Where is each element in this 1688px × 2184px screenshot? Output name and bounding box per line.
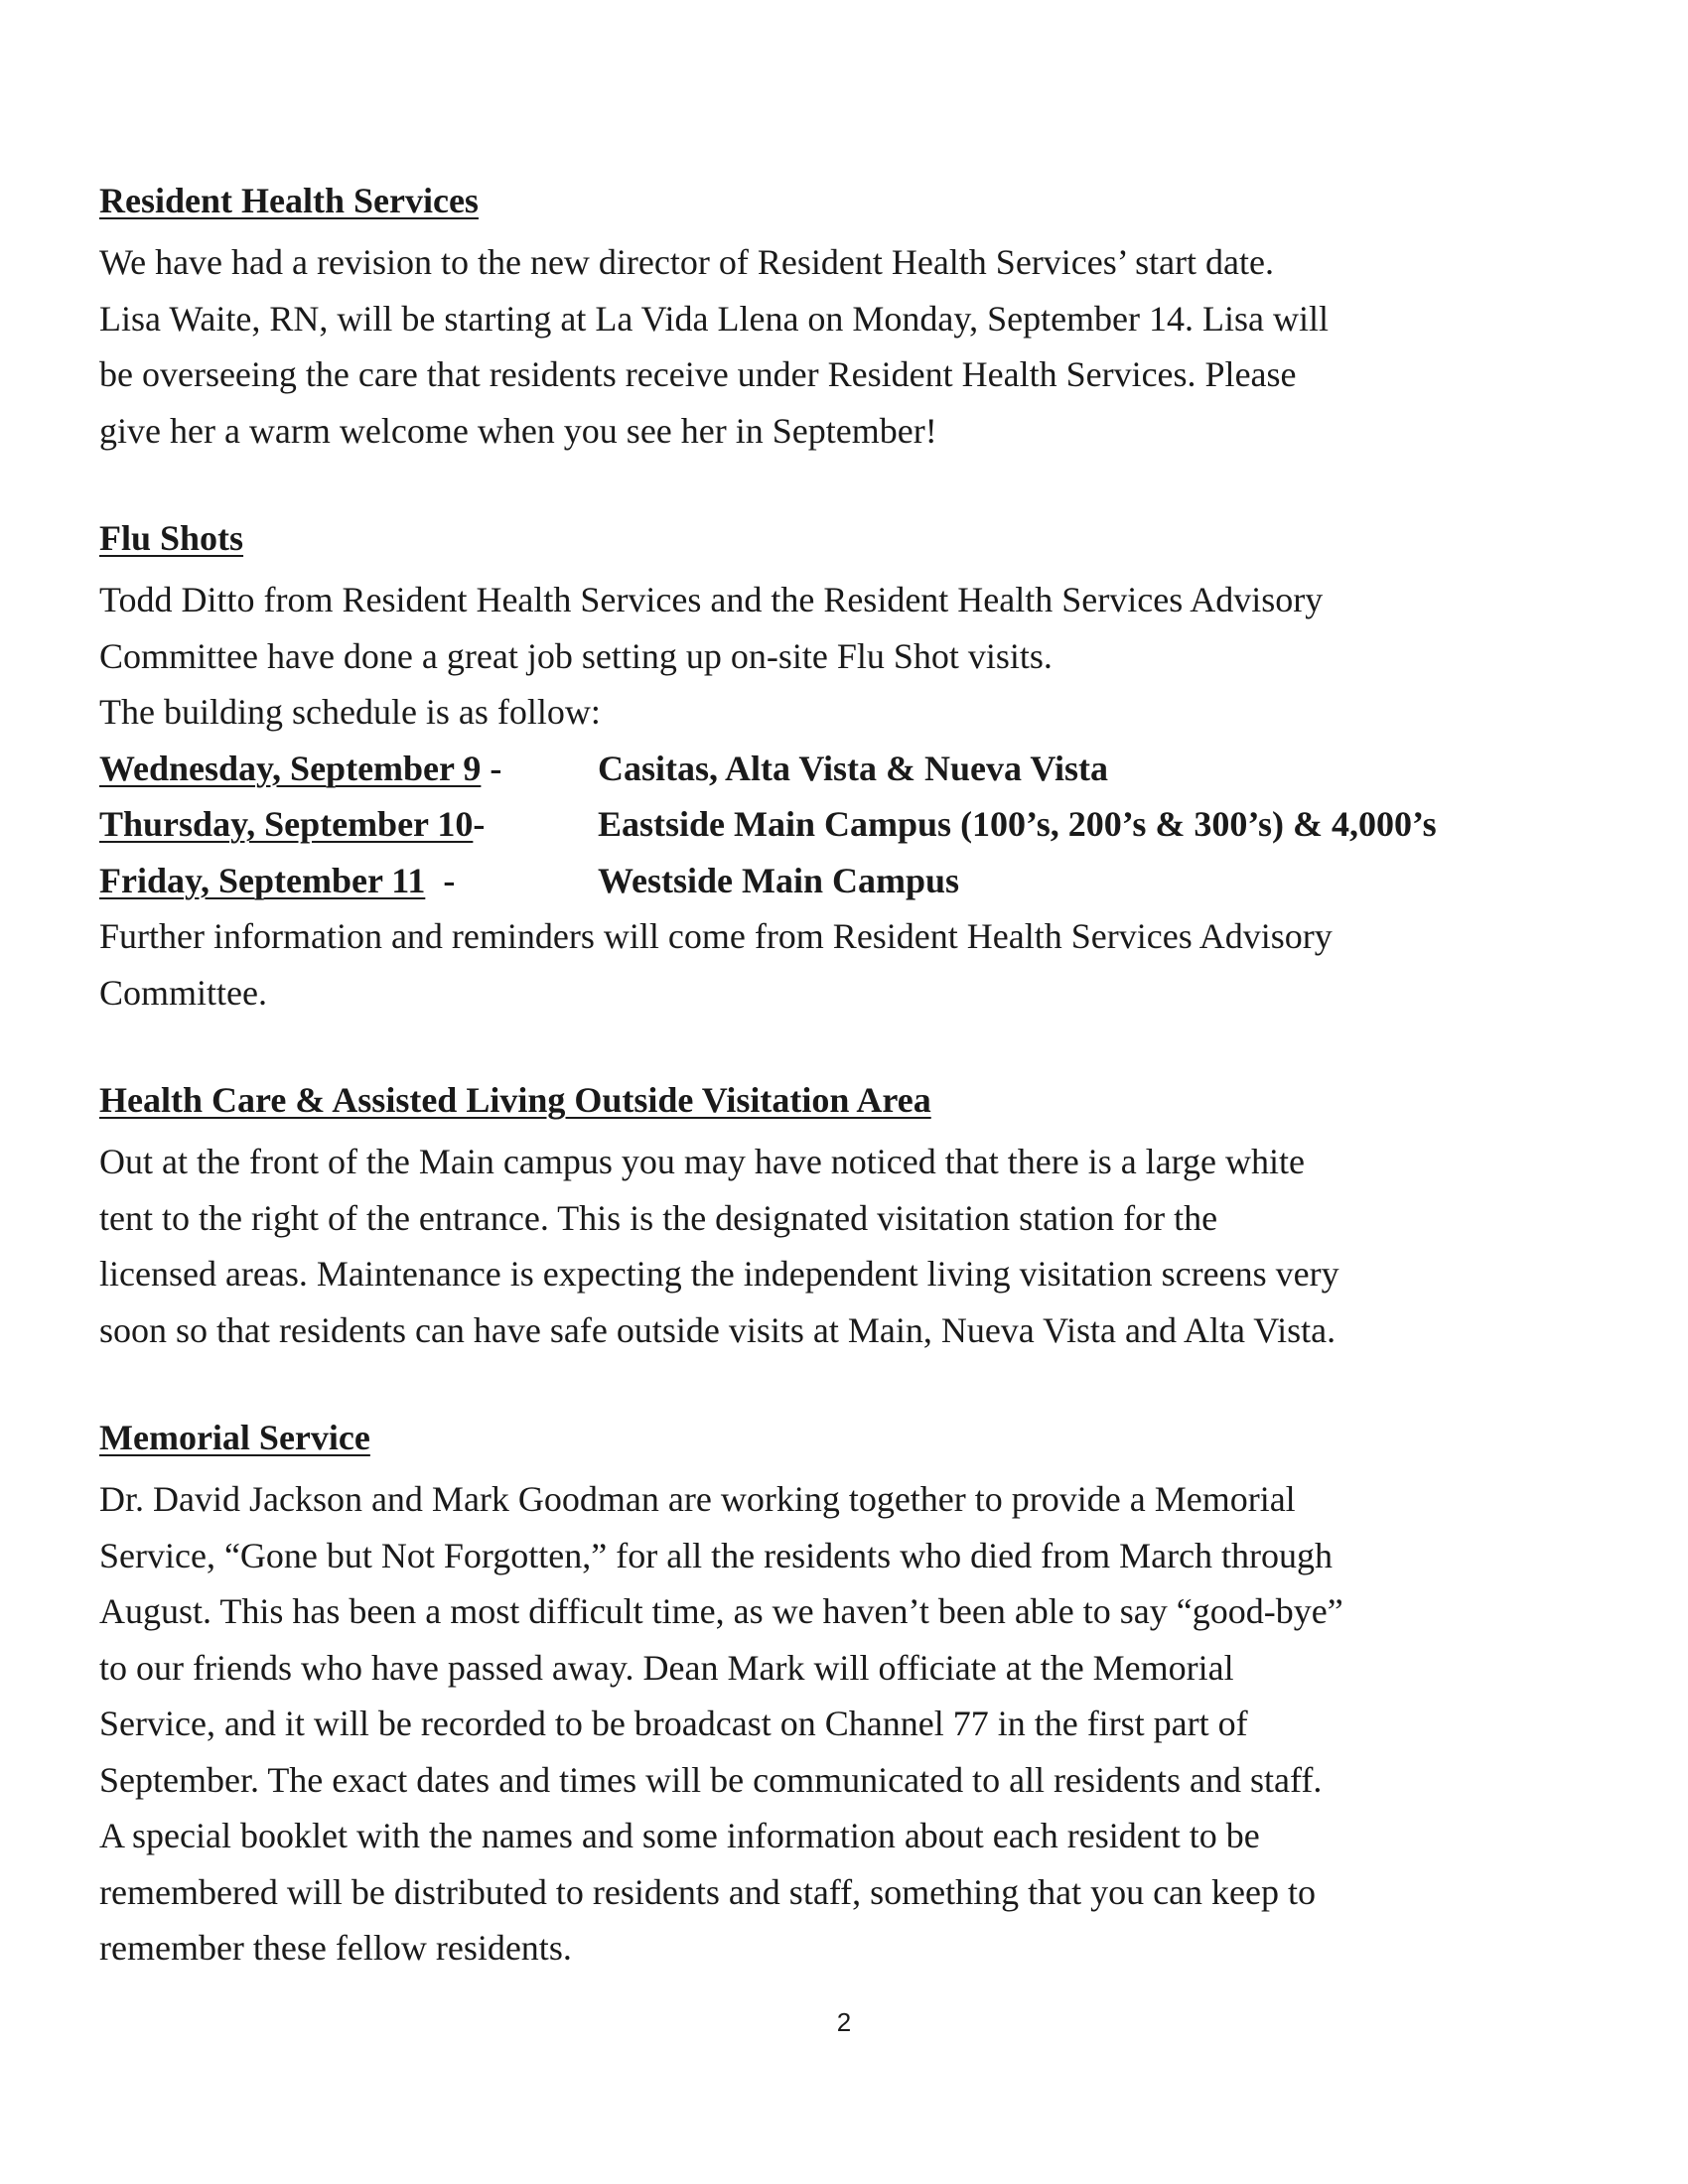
section-memorial-service — [99, 1414, 1609, 1977]
schedule-day: Friday, September 11 — [99, 860, 426, 900]
page-number: 2 — [836, 2007, 852, 2037]
section-flu-shots — [99, 514, 1609, 1021]
schedule-separator: - — [473, 804, 486, 844]
paragraph-line: Committee have done a great job setting up on-site Flu Shot visits. — [99, 635, 1053, 676]
section-paragraph — [99, 1134, 1609, 1358]
paragraph-line: A special booklet with the names and some information about each resident to be — [99, 1816, 1260, 1855]
paragraph-line: remembered will be distributed to residents and staff, something that you can keep to — [99, 1871, 1317, 1912]
paragraph-line: Todd Ditto from Resident Health Services and the Resident Health Services Advisory — [99, 580, 1324, 619]
paragraph-line: tent to the right of the entrance. This is the designated visitation station for the — [99, 1197, 1218, 1238]
paragraph-line: We have had a revision to the new director of Resident Health Services’ start date. — [99, 242, 1275, 282]
section-paragraph — [99, 234, 1609, 459]
paragraph-line: August. This has been a most difficult time, as we haven’t been able to say “good-bye” — [99, 1591, 1343, 1631]
schedule-row — [99, 741, 1609, 797]
section-paragraph — [99, 572, 1609, 741]
section-heading: Flu Shots — [99, 518, 244, 558]
section-resident-health-services — [99, 177, 1609, 459]
paragraph-line: soon so that residents can have safe outside visits at Main, Nueva Vista and Alta Vista. — [99, 1309, 1336, 1350]
paragraph-line: remember these fellow residents. — [99, 1928, 572, 1968]
paragraph-line: Further information and reminders will come from Resident Health Services Advisory — [99, 916, 1333, 956]
paragraph-line: Dr. David Jackson and Mark Goodman are working together to provide a Memorial — [99, 1479, 1296, 1519]
schedule-separator: - — [481, 748, 502, 788]
section-visitation-area — [99, 1076, 1609, 1358]
section-paragraph — [99, 908, 1609, 1021]
paragraph-line: licensed areas. Maintenance is expecting the independent living visitation screens very — [99, 1254, 1339, 1294]
paragraph-line: September. The exact dates and times will be communicated to all residents and staff. — [99, 1759, 1323, 1800]
document-page — [99, 177, 1609, 2032]
paragraph-line: Service, “Gone but Not Forgotten,” for all the residents who died from March through — [99, 1535, 1334, 1575]
paragraph-line: give her a warm welcome when you see her in September! — [99, 410, 937, 451]
paragraph-line: Lisa Waite, RN, will be starting at La Vida Llena on Monday, September 14. Lisa will — [99, 298, 1330, 339]
paragraph-line: Service, and it will be recorded to be broadcast on Channel 77 in the first part of — [99, 1704, 1248, 1743]
paragraph-line: Committee. — [99, 972, 267, 1013]
paragraph-line: to our friends who have passed away. Dean Mark will officiate at the Memorial — [99, 1647, 1234, 1688]
flu-shot-schedule — [99, 741, 1609, 909]
schedule-row — [99, 796, 1609, 853]
schedule-row — [99, 853, 1609, 909]
schedule-day: Wednesday, September 9 — [99, 748, 482, 788]
paragraph-line: Out at the front of the Main campus you may have noticed that there is a large white — [99, 1142, 1305, 1181]
section-heading: Memorial Service — [99, 1418, 370, 1457]
section-paragraph — [99, 1471, 1609, 1977]
schedule-separator: - — [425, 860, 456, 900]
paragraph-line: be overseeing the care that residents receive under Resident Health Services. Please — [99, 354, 1297, 394]
schedule-day: Thursday, September 10 — [99, 804, 474, 844]
section-heading: Resident Health Services — [99, 181, 479, 220]
schedule-location: Casitas, Alta Vista & Nueva Vista — [598, 748, 1109, 788]
section-heading: Health Care & Assisted Living Outside Visitation Area — [99, 1080, 931, 1120]
paragraph-line: The building schedule is as follow: — [99, 692, 601, 732]
schedule-location: Eastside Main Campus (100’s, 200’s & 300’s) & 4,000’s — [598, 804, 1437, 844]
schedule-location: Westside Main Campus — [598, 860, 960, 900]
